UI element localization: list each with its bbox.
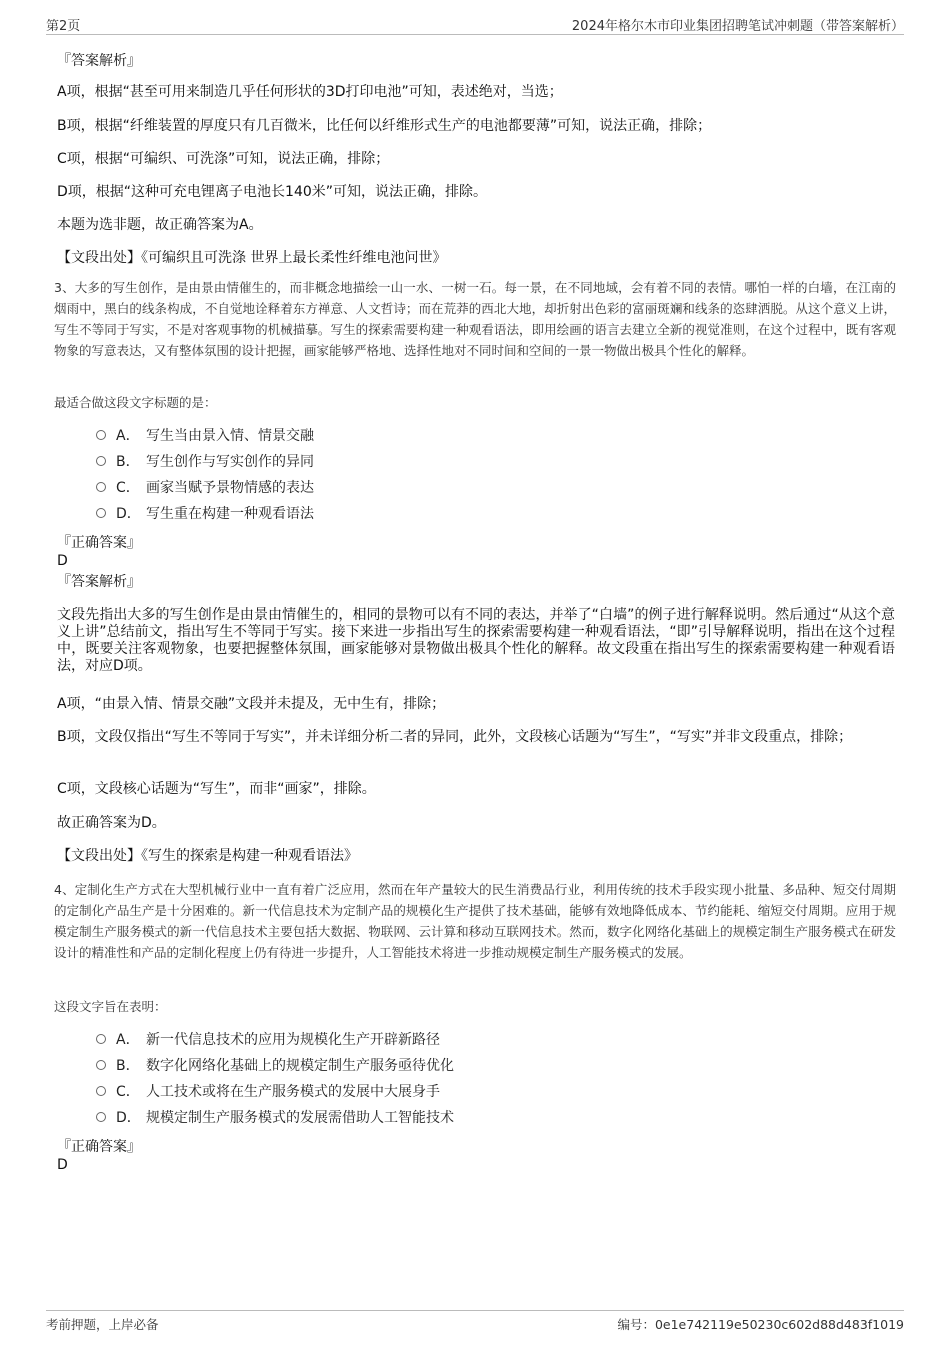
correct-answer: D bbox=[57, 553, 68, 569]
radio-icon[interactable] bbox=[96, 1034, 106, 1044]
source-line: 【文段出处】《可编织且可洗涤 世界上最长柔性纤维电池问世》 bbox=[57, 250, 447, 266]
analysis-paragraph: 文段先指出大多的写生创作是由景由情催生的，相同的景物可以有不同的表达，并举了“白墙”的例子进行解释说明。然后通过“从这个意义上讲”总结前文，指出写生不等同于写实。接下来进一步指出写生的探索需要构建一种观看语法，“即”引导解释说明，指出在这个过程中，既要关注客观物象，也要把握整体氛围，画家能够对景物做出极具个性化的解释。故文段重在指出写生的探索需要构建一种观看语法，对应D项。 bbox=[57, 607, 895, 674]
correct-answer-heading: 『正确答案』 bbox=[57, 535, 141, 551]
radio-icon[interactable] bbox=[96, 482, 106, 492]
analysis-line: C项，根据“可编织、可洗涤”可知，说法正确，排除； bbox=[57, 151, 390, 167]
analysis-line: D项，根据“这种可充电锂离子电池长140米”可知，说法正确，排除。 bbox=[57, 184, 488, 200]
option-a[interactable]: A． 新一代信息技术的应用为规模化生产开辟新路径 bbox=[96, 1030, 440, 1050]
question-prompt: 最适合做这段文字标题的是： bbox=[54, 395, 217, 410]
analysis-line: B项，根据“纤维装置的厚度只有几百微米，比任何以纤维形式生产的电池都要薄”可知，说法正确，排除； bbox=[57, 118, 712, 134]
page-header bbox=[46, 14, 904, 35]
document-code: 编号：0e1e742119e50230c602d88d483f1019 bbox=[617, 1317, 904, 1332]
radio-icon[interactable] bbox=[96, 1112, 106, 1122]
option-c[interactable]: C． 人工技术或将在生产服务模式的发展中大展身手 bbox=[96, 1082, 440, 1102]
correct-answer: D bbox=[57, 1157, 68, 1173]
question-text: 3、大多的写生创作，是由景由情催生的，而非概念地描绘一山一水、一树一石。每一景，在不同地域，会有着不同的表情。哪怕一样的白墙，在江南的烟雨中，黑白的线条构成，不自觉地诠释着东方禅意、人文哲诗；而在荒莽的西北大地，却折射出色彩的富丽斑斓和线条的恣肆洒脱。从这个意义上讲，写生不等同于写实，不是对客观事物的机械描摹。写生的探索需要构建一种观看语法，即用绘画的语言去建立全新的视觉准则，在这个过程中，既有客观物象的写意表达，又有整体氛围的设计把握，画家能够严格地、选择性地对不同时间和空间的一景一物做出极具个性化的解释。 bbox=[54, 280, 896, 358]
analysis-line: C项，文段核心话题为“写生”，而非“画家”，排除。 bbox=[57, 781, 376, 797]
source-line: 【文段出处】《写生的探索是构建一种观看语法》 bbox=[57, 848, 358, 864]
page-footer bbox=[46, 1310, 904, 1335]
analysis-line: A项，根据“甚至可用来制造几乎任何形状的3D打印电池”可知，表述绝对，当选； bbox=[57, 84, 563, 100]
option-b[interactable]: B． 数字化网络化基础上的规模定制生产服务亟待优化 bbox=[96, 1056, 454, 1076]
analysis-heading: 『答案解析』 bbox=[57, 574, 141, 590]
analysis-line: 本题为选非题，故正确答案为A。 bbox=[57, 217, 263, 233]
radio-icon[interactable] bbox=[96, 1060, 106, 1070]
analysis-heading: 『答案解析』 bbox=[57, 53, 141, 69]
analysis-line: B项，文段仅指出“写生不等同于写实”，并未详细分析二者的异同，此外，文段核心话题为“写生”，“写实”并非文段重点，排除； bbox=[57, 729, 853, 745]
option-b[interactable]: B． 写生创作与写实创作的异同 bbox=[96, 452, 314, 472]
document-title: 2024年格尔木市印业集团招聘笔试冲刺题（带答案解析） bbox=[571, 19, 904, 34]
option-d[interactable]: D． 写生重在构建一种观看语法 bbox=[96, 504, 314, 524]
page-number: 第2页 bbox=[46, 19, 81, 34]
analysis-line: A项，“由景入情、情景交融”文段并未提及，无中生有，排除； bbox=[57, 696, 446, 712]
analysis-line: 故正确答案为D。 bbox=[57, 815, 166, 831]
option-d[interactable]: D． 规模定制生产服务模式的发展需借助人工智能技术 bbox=[96, 1108, 454, 1128]
radio-icon[interactable] bbox=[96, 1086, 106, 1096]
radio-icon[interactable] bbox=[96, 430, 106, 440]
question-prompt: 这段文字旨在表明： bbox=[54, 999, 167, 1014]
footer-slogan: 考前押题，上岸必备 bbox=[46, 1317, 159, 1332]
question-text: 4、定制化生产方式在大型机械行业中一直有着广泛应用，然而在年产量较大的民生消费品行业，利用传统的技术手段实现小批量、多品种、短交付周期的定制化产品生产是十分困难的。新一代信息技术为定制产品的规模化生产提供了技术基础，能够有效地降低成本、节约能耗、缩短交付周期。应用于规模定制生产服务模式的新一代信息技术主要包括大数据、物联网、云计算和移动互联网技术。然而，数字化网络化基础上的规模定制生产服务模式在研发设计的精准性和产品的定制化程度上仍有待进一步提升，人工智能技术将进一步推动规模定制生产服务模式的发展。 bbox=[54, 882, 896, 960]
radio-icon[interactable] bbox=[96, 508, 106, 518]
radio-icon[interactable] bbox=[96, 456, 106, 466]
correct-answer-heading: 『正确答案』 bbox=[57, 1139, 141, 1155]
option-a[interactable]: A． 写生当由景入情、情景交融 bbox=[96, 426, 314, 446]
option-c[interactable]: C． 画家当赋予景物情感的表达 bbox=[96, 478, 314, 498]
